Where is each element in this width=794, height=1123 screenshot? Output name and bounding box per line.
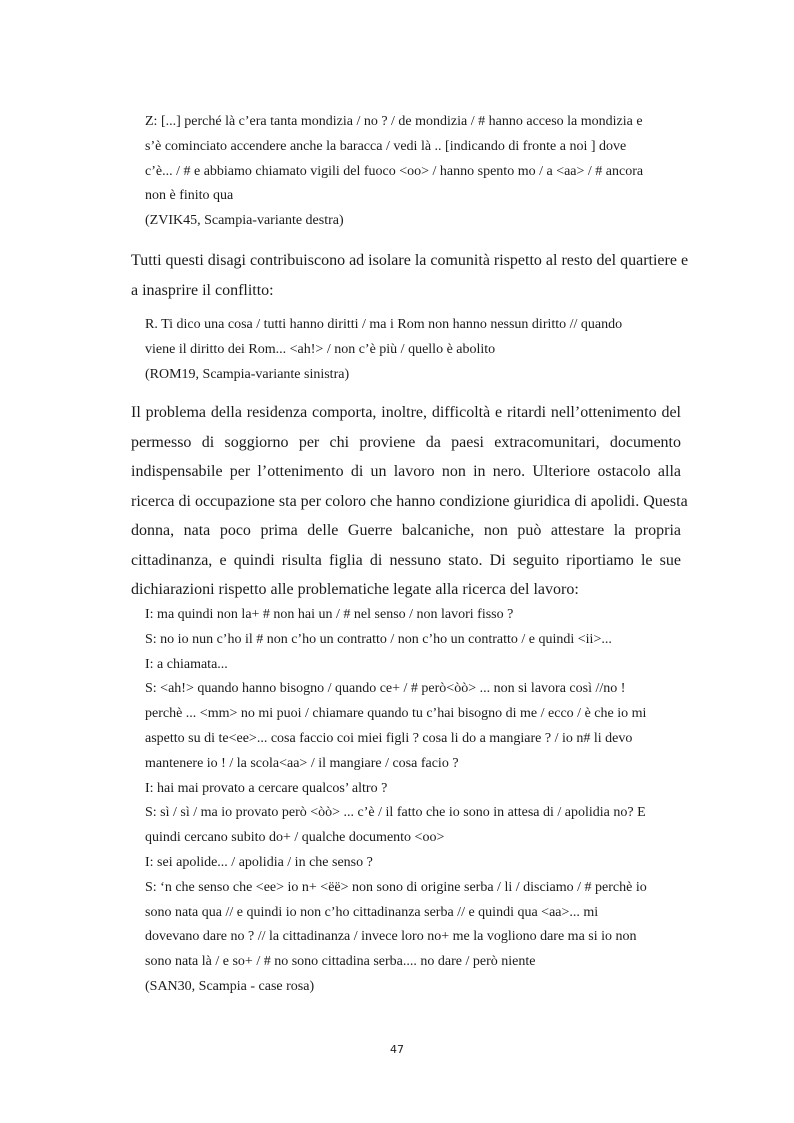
page-number: 47 [390, 1043, 404, 1056]
quote-line: perchè ... <mm> no mi puoi / chiamare quando tu c’hai bisogno di me / ecco / è che io mi [145, 706, 647, 722]
quote-line: S: ‘n che senso che <ee> io n+ <ëë> non sono di origine serba / li / disciamo / # perchè io [145, 879, 647, 895]
quote-line: mantenere io ! / la scola<aa> / il mangiare / cosa facio ? [145, 755, 459, 771]
quote-line: S: sì / sì / ma io provato però <òò> ... c’è / il fatto che io sono in attesa di / apolidia no? E [145, 805, 646, 821]
quote-source: (ROM19, Scampia-variante sinistra) [145, 366, 350, 382]
quote-zvik45 [145, 110, 667, 234]
quote-line: viene il diritto dei Rom... <ah!> / non c’è più / quello è abolito [145, 341, 496, 357]
quote-line: aspetto su di te<ee>... cosa faccio coi miei figli ? cosa li do a mangiare ? / io n# li devo [145, 730, 633, 746]
quote-line: sono nata là / e so+ / # no sono cittadina serba.... no dare / però niente [145, 954, 536, 970]
quote-source: (ZVIK45, Scampia-variante destra) [145, 213, 344, 229]
quote-line: quindi cercano subito do+ / qualche documento <oo> [145, 830, 445, 846]
quote-source: (SAN30, Scampia - case rosa) [145, 978, 315, 994]
paragraph-line: dichiarazioni rispetto alle problematiche legate alla ricerca del lavoro: [131, 581, 579, 598]
quote-line: non è finito qua [145, 188, 234, 204]
quote-line: R. Ti dico una cosa / tutti hanno diritti / ma i Rom non hanno nessun diritto // quando [145, 317, 623, 332]
quote-san30 [145, 603, 667, 1000]
paragraph-line: Il problema della residenza comporta, inoltre, difficoltà e ritardi nell’ottenimento del [131, 404, 681, 421]
quote-line: c’è... / # e abbiamo chiamato vigili del fuoco <oo> / hanno spento mo / a <aa> / # ancora [145, 163, 644, 179]
quote-line: s’è cominciato accendere anche la baracca / vedi là .. [indicando di fronte a noi ] dove [145, 138, 627, 154]
quote-line: Z: [...] perché là c’era tanta mondizia / no ? / de mondizia / # hanno acceso la mondizia e [145, 114, 643, 129]
quote-line: S: <ah!> quando hanno bisogno / quando ce+ / # però<òò> ... non si lavora così //no ! [145, 681, 626, 697]
paragraph-line: ricerca di occupazione sta per coloro che hanno condizione giuridica di apolidi. Questa [131, 492, 688, 510]
paragraph-line: permesso di soggiorno per chi proviene da paesi extracomunitari, documento [131, 433, 681, 451]
paragraph-line: Tutti questi disagi contribuiscono ad isolare la comunità rispetto al resto del quartiere e [131, 252, 689, 269]
quote-line: sono nata qua // e quindi io non c’ho cittadinanza serba // e quindi qua <aa>... mi [145, 904, 599, 920]
quote-line: dovevano dare no ? // la cittadinanza / invece loro no+ me la vogliono dare ma si io non [145, 929, 637, 945]
paragraph-line: a inasprire il conflitto: [131, 281, 274, 299]
paragraph-line: cittadinanza, e quindi risulta figlia di nessuno stato. Di seguito riportiamo le sue [131, 551, 681, 569]
paragraph-line: donna, nata poco prima delle Guerre balcaniche, non può attestare la propria [131, 522, 681, 539]
quote-line: S: no io nun c’ho il # non c’ho un contratto / non c’ho un contratto / e quindi <ii>... [145, 631, 612, 647]
paragraph-residenza [131, 398, 688, 605]
paragraph-disagi [131, 246, 689, 305]
paragraph-line: indispensabile per l’ottenimento di un lavoro non in nero. Ulteriore ostacolo alla [131, 463, 681, 480]
quote-line: I: hai mai provato a cercare qualcos’ altro ? [145, 780, 388, 796]
quote-rom19 [145, 313, 667, 387]
quote-line: I: a chiamata... [145, 656, 228, 672]
quote-line: I: sei apolide... / apolidia / in che senso ? [145, 854, 373, 870]
quote-line: I: ma quindi non la+ # non hai un / # nel senso / non lavori fisso ? [145, 607, 514, 622]
